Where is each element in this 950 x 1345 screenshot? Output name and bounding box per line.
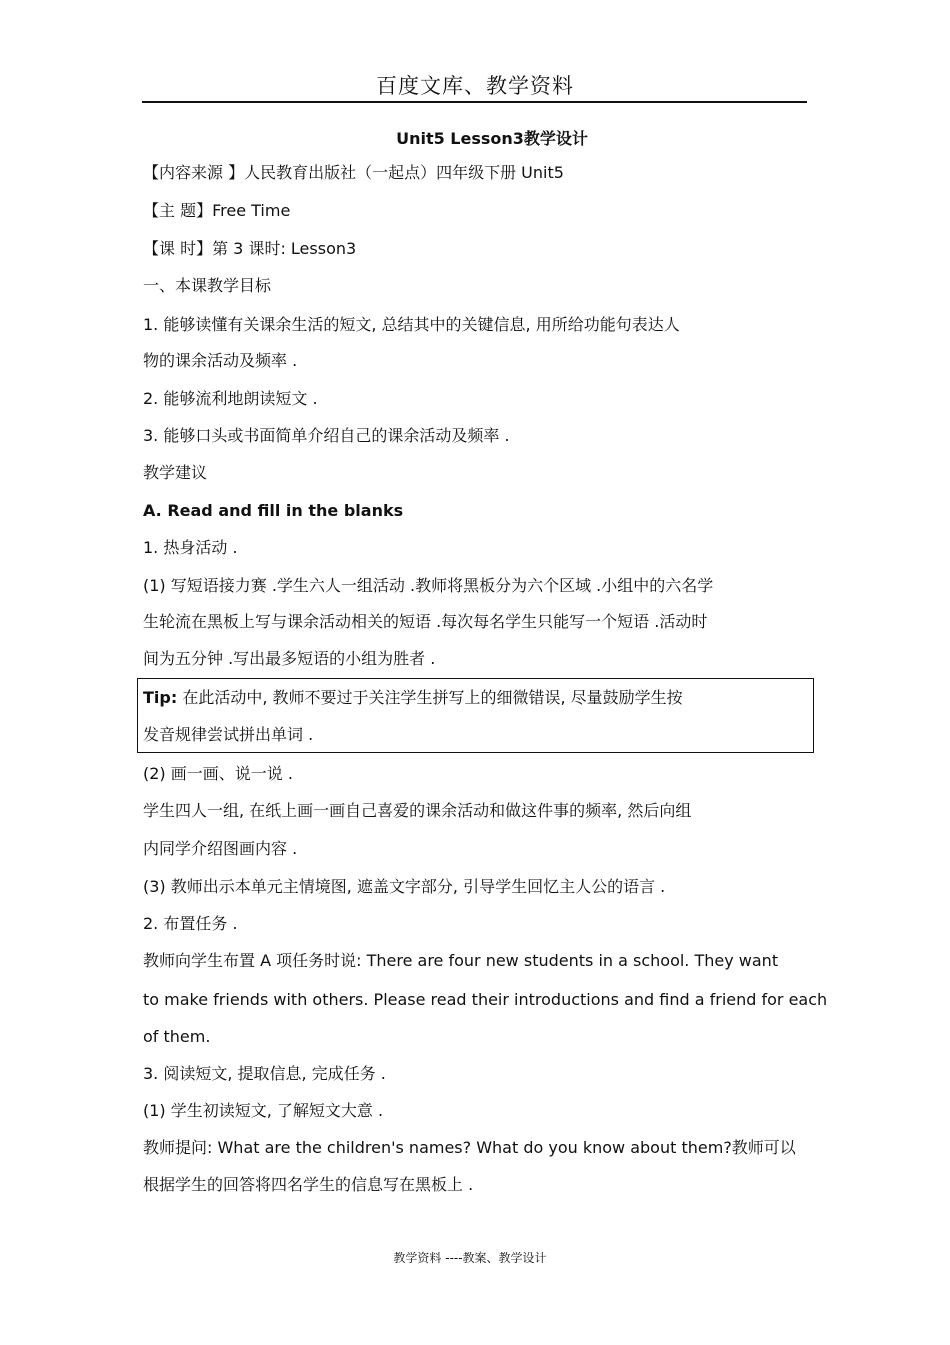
topic-line: 【主 题】Free Time <box>143 201 291 220</box>
footer-text: 教学资料 ----教案、教学设计 <box>393 1251 547 1265</box>
task-line-1: 教师向学生布置 A 项任务时说: There are four new students in a school. They want <box>143 951 779 970</box>
activity-1-line-1: (1) 写短语接力赛 .学生六人一组活动 .教师将黑板分为六个区域 .小组中的六名学 <box>143 576 714 595</box>
section-heading-suggestions: 教学建议 <box>143 463 208 482</box>
lesson-period-line: 【课 时】第 3 课时: Lesson3 <box>143 239 357 258</box>
teacher-question-line-2: 根据学生的回答将四名学生的信息写在黑板上 . <box>143 1175 474 1194</box>
reading-step-1: (1) 学生初读短文, 了解短文大意 . <box>143 1101 384 1120</box>
objective-1-line-2: 物的课余活动及频率 . <box>143 351 298 370</box>
header-rule <box>142 101 807 103</box>
activity-2-line-2: 内同学介绍图画内容 . <box>143 839 298 858</box>
step-3-heading: 3. 阅读短文, 提取信息, 完成任务 . <box>143 1064 386 1083</box>
step-2-heading: 2. 布置任务 . <box>143 914 238 933</box>
activity-2-line-1: 学生四人一组, 在纸上画一画自己喜爱的课余活动和做这件事的频率, 然后向组 <box>143 801 692 820</box>
tip-text-1: 在此活动中, 教师不要过于关注学生拼写上的细微错误, 尽量鼓励学生按 <box>177 688 683 707</box>
activity-2-heading: (2) 画一画、说一说 . <box>143 764 293 783</box>
content-source-line: 【内容来源 】人民教育出版社（一起点）四年级下册 Unit5 <box>143 163 564 182</box>
task-line-3: of them. <box>143 1027 211 1046</box>
activity-1-line-2: 生轮流在黑板上写与课余活动相关的短语 .每次每名学生只能写一个短语 .活动时 <box>143 612 708 631</box>
teacher-question-line-1: 教师提问: What are the children's names? What do you know about them?教师可以 <box>143 1138 796 1157</box>
section-a-heading: A. Read and fill in the blanks <box>143 501 404 520</box>
task-line-2: to make friends with others. Please read their introductions and find a friend for each <box>143 990 828 1009</box>
tip-label: Tip: <box>143 688 178 707</box>
document-title: Unit5 Lesson3教学设计 <box>396 129 588 148</box>
objective-2: 2. 能够流利地朗读短文 . <box>143 389 318 408</box>
section-heading-objectives: 一、本课教学目标 <box>143 276 272 295</box>
activity-3-line: (3) 教师出示本单元主情境图, 遮盖文字部分, 引导学生回忆主人公的语言 . <box>143 877 666 896</box>
tip-line-2: 发音规律尝试拼出单词 . <box>143 725 314 744</box>
header-title: 百度文库、教学资料 <box>376 74 574 98</box>
activity-1-line-3: 间为五分钟 .写出最多短语的小组为胜者 . <box>143 649 436 668</box>
step-1-heading: 1. 热身活动 . <box>143 538 238 557</box>
objective-1-line-1: 1. 能够读懂有关课余生活的短文, 总结其中的关键信息, 用所给功能句表达人 <box>143 315 680 334</box>
objective-3: 3. 能够口头或书面简单介绍自己的课余活动及频率 . <box>143 426 510 445</box>
tip-line-1 <box>143 688 683 708</box>
